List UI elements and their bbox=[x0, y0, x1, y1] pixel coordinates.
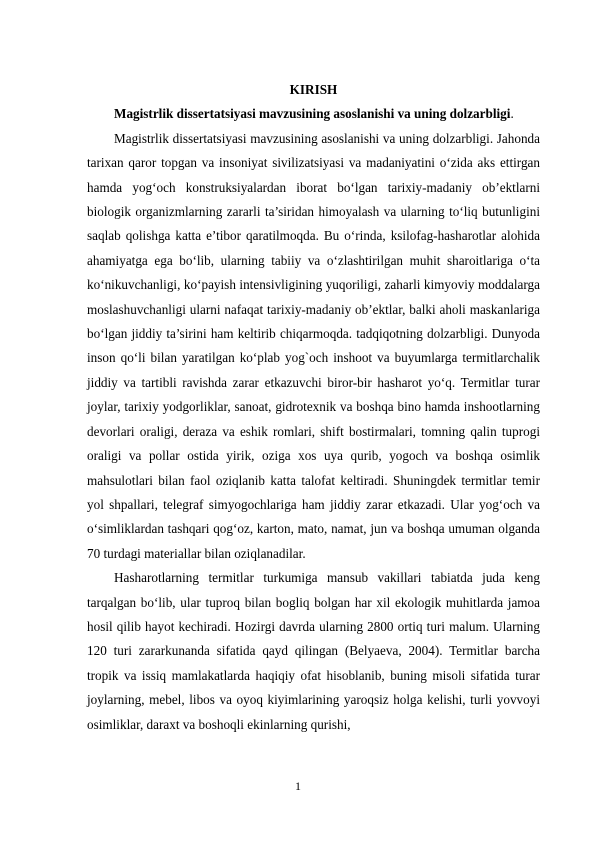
page-title: KIRISH bbox=[289, 82, 338, 97]
body-paragraph-1: Magistrlik dissertatsiyasi mavzusining asoslanishi va uning dolzarbligi. Jahonda tarixan qaror topgan va insoniyat sivilizatsiyasi va madaniyatini o‘zida aks ettirgan hamda yog‘och konstruksiyalardan iborat bo‘lgan tarixiy-madaniy ob’ektlarni biologik organizmlarning zararli ta’siridan himoyalash va ularning to‘liq butunligini saqlab qolishga katta e’tibor qaratilmoqda. Bu o‘rinda, ksilofag-hasharotlar alohida ahamiyatga ega bo‘lib, ularning tabiiy va o‘zlashtirilgan muhit sharoitlariga o‘ta ko‘nikuvchanligi, ko‘payish intensivligining yuqoriligi, zaharli kimyoviy moddalarga moslashuvchanligi ularni nafaqat tarixiy-madaniy ob’ektlar, balki aholi maskanlariga bo‘lgan jiddiy ta’sirini ham keltirib chiqarmoqda. tadqiqotning dolzarbligi. Dunyoda inson qo‘li bilan yaratilgan ko‘plab yog`och inshoot va buyumlarga termitlarchalik jiddiy va tartibli ravishda zarar etkazuvchi biror-bir hasharot yo‘q. Termitlar turar joylar, tarixiy yodgorliklar, sanoat, gidrotexnik va boshqa bino hamda inshootlarning devorlari oraligi, deraza va eshik romlari, shift bostirmalari, tomning qalin tuprogi oraligi va pollar ostida yirik, oziga xos uya qurib, yogoch va boshqa osimlik mahsulotlari bilan faol oziqlanib katta talofat keltiradi. Shuningdek termitlar temir yol shpallari, telegraf simyogochlariga ham jiddiy zarar etkazadi. Ular yog‘och va o‘simliklardan tashqari qog‘oz, karton, mato, namat, jun va boshqa umuman olganda 70 turdagi materiallar bilan oziqlanadilar. bbox=[87, 130, 540, 561]
section-subtitle-text: Magistrlik dissertatsiyasi mavzusining asoslanishi va uning dolzarbligi bbox=[114, 106, 511, 122]
section-subtitle bbox=[87, 102, 540, 126]
page-content bbox=[87, 78, 540, 737]
body-paragraph-2: Hasharotlarning termitlar turkumiga mansub vakillari tabiatda juda keng tarqalgan bo‘lib, ular tuproq bilan bogliq bolgan har xil ekologik muhitlarda jamoa hosil qilib hayot kechiradi. Hozirgi davrda ularning 2800 ortiq turi malum. Ularning 120 turi zararkunanda sifatida qayd qilingan (Belyaeva, 2004). Termitlar barcha tropik va issiq mamlakatlarda haqiqiy ofat hisoblanib, buning misoli sifatida turar joylarning, mebel, libos va oyoq kiyimlarining yaroqsiz holga kelishi, turli yovvoyi osimliklar, daraxt va boshoqli ekinlarning qurishi, bbox=[87, 570, 540, 732]
section-subtitle-period: . bbox=[510, 106, 514, 122]
page-number: 1 bbox=[295, 779, 301, 793]
